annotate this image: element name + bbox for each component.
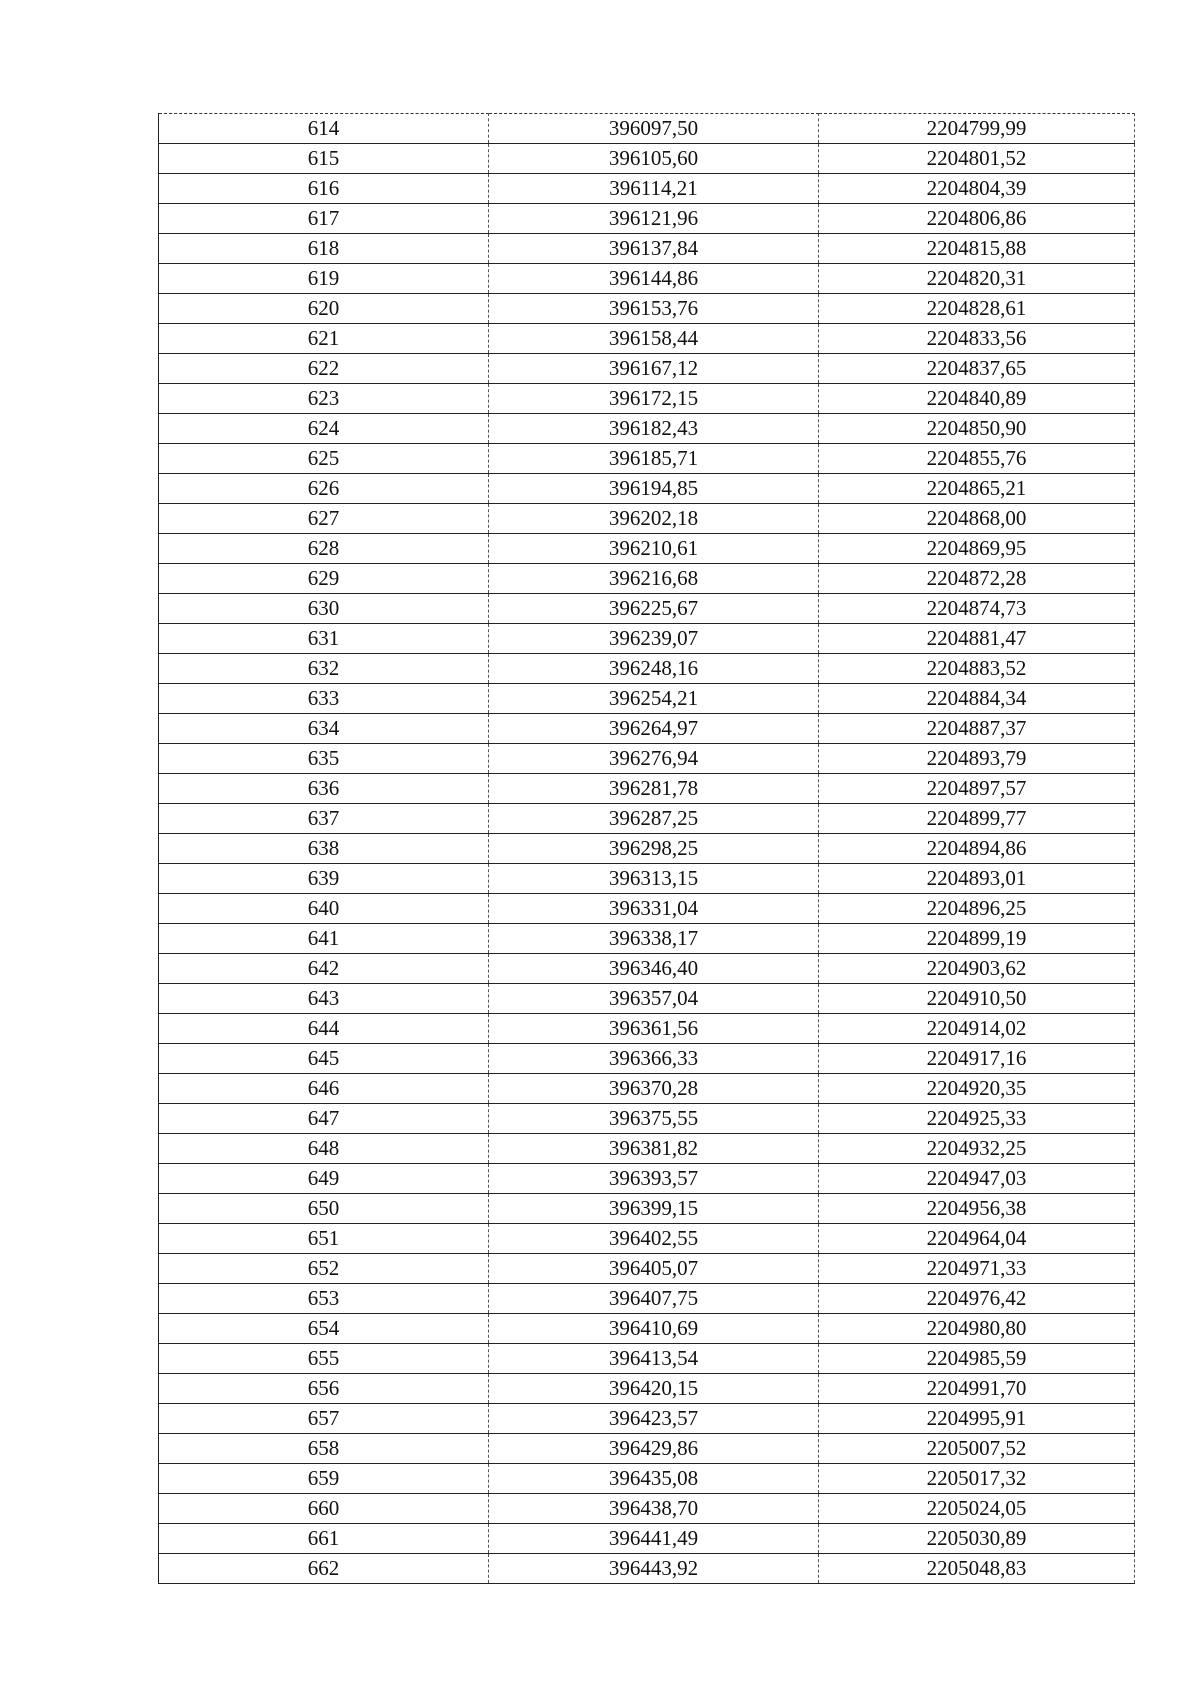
y-coordinate-cell: 2204828,61 [819,294,1135,324]
x-coordinate-cell: 396225,67 [489,594,819,624]
y-coordinate-cell: 2204897,57 [819,774,1135,804]
table-row [159,774,1135,804]
x-coordinate-cell: 396435,08 [489,1464,819,1494]
y-coordinate-cell: 2204971,33 [819,1254,1135,1284]
y-coordinate-cell: 2204887,37 [819,714,1135,744]
table-row [159,894,1135,924]
table-row [159,1164,1135,1194]
y-coordinate-cell: 2204925,33 [819,1104,1135,1134]
y-coordinate-cell: 2204806,86 [819,204,1135,234]
point-number-cell: 643 [159,984,489,1014]
x-coordinate-cell: 396357,04 [489,984,819,1014]
point-number-cell: 617 [159,204,489,234]
point-number-cell: 646 [159,1074,489,1104]
y-coordinate-cell: 2204956,38 [819,1194,1135,1224]
table-row [159,1404,1135,1434]
y-coordinate-cell: 2204995,91 [819,1404,1135,1434]
table-row [159,984,1135,1014]
y-coordinate-cell: 2205007,52 [819,1434,1135,1464]
y-coordinate-cell: 2204801,52 [819,144,1135,174]
table-row [159,1374,1135,1404]
y-coordinate-cell: 2204840,89 [819,384,1135,414]
y-coordinate-cell: 2204865,21 [819,474,1135,504]
point-number-cell: 615 [159,144,489,174]
y-coordinate-cell: 2204868,00 [819,504,1135,534]
x-coordinate-cell: 396407,75 [489,1284,819,1314]
table-row [159,1524,1135,1554]
table-row [159,714,1135,744]
table-row [159,1134,1135,1164]
coordinates-table [158,113,1135,1584]
x-coordinate-cell: 396361,56 [489,1014,819,1044]
table-row [159,294,1135,324]
y-coordinate-cell: 2204932,25 [819,1134,1135,1164]
point-number-cell: 658 [159,1434,489,1464]
y-coordinate-cell: 2204991,70 [819,1374,1135,1404]
point-number-cell: 637 [159,804,489,834]
y-coordinate-cell: 2204869,95 [819,534,1135,564]
table-row [159,264,1135,294]
table-row [159,864,1135,894]
y-coordinate-cell: 2204881,47 [819,624,1135,654]
x-coordinate-cell: 396167,12 [489,354,819,384]
y-coordinate-cell: 2204899,77 [819,804,1135,834]
table-row [159,504,1135,534]
x-coordinate-cell: 396346,40 [489,954,819,984]
y-coordinate-cell: 2204872,28 [819,564,1135,594]
x-coordinate-cell: 396114,21 [489,174,819,204]
point-number-cell: 616 [159,174,489,204]
table-row [159,1074,1135,1104]
x-coordinate-cell: 396185,71 [489,444,819,474]
y-coordinate-cell: 2204833,56 [819,324,1135,354]
x-coordinate-cell: 396438,70 [489,1494,819,1524]
table-row [159,954,1135,984]
y-coordinate-cell: 2204893,01 [819,864,1135,894]
table-row [159,1314,1135,1344]
y-coordinate-cell: 2204855,76 [819,444,1135,474]
point-number-cell: 660 [159,1494,489,1524]
x-coordinate-cell: 396210,61 [489,534,819,564]
table-row [159,174,1135,204]
table-row [159,534,1135,564]
table-row [159,1104,1135,1134]
y-coordinate-cell: 2204837,65 [819,354,1135,384]
point-number-cell: 627 [159,504,489,534]
point-number-cell: 642 [159,954,489,984]
x-coordinate-cell: 396281,78 [489,774,819,804]
x-coordinate-cell: 396443,92 [489,1554,819,1584]
point-number-cell: 624 [159,414,489,444]
y-coordinate-cell: 2204799,99 [819,114,1135,144]
x-coordinate-cell: 396370,28 [489,1074,819,1104]
y-coordinate-cell: 2205030,89 [819,1524,1135,1554]
point-number-cell: 636 [159,774,489,804]
x-coordinate-cell: 396429,86 [489,1434,819,1464]
x-coordinate-cell: 396298,25 [489,834,819,864]
point-number-cell: 623 [159,384,489,414]
table-row [159,744,1135,774]
y-coordinate-cell: 2204896,25 [819,894,1135,924]
x-coordinate-cell: 396375,55 [489,1104,819,1134]
point-number-cell: 630 [159,594,489,624]
x-coordinate-cell: 396276,94 [489,744,819,774]
table-row [159,834,1135,864]
x-coordinate-cell: 396105,60 [489,144,819,174]
x-coordinate-cell: 396248,16 [489,654,819,684]
x-coordinate-cell: 396381,82 [489,1134,819,1164]
point-number-cell: 620 [159,294,489,324]
y-coordinate-cell: 2204976,42 [819,1284,1135,1314]
point-number-cell: 619 [159,264,489,294]
point-number-cell: 661 [159,1524,489,1554]
point-number-cell: 632 [159,654,489,684]
x-coordinate-cell: 396423,57 [489,1404,819,1434]
x-coordinate-cell: 396441,49 [489,1524,819,1554]
y-coordinate-cell: 2204874,73 [819,594,1135,624]
y-coordinate-cell: 2204914,02 [819,1014,1135,1044]
point-number-cell: 626 [159,474,489,504]
point-number-cell: 645 [159,1044,489,1074]
x-coordinate-cell: 396413,54 [489,1344,819,1374]
table-row [159,804,1135,834]
x-coordinate-cell: 396399,15 [489,1194,819,1224]
y-coordinate-cell: 2205048,83 [819,1554,1135,1584]
table-row [159,474,1135,504]
point-number-cell: 638 [159,834,489,864]
x-coordinate-cell: 396254,21 [489,684,819,714]
y-coordinate-cell: 2204899,19 [819,924,1135,954]
table-row [159,354,1135,384]
point-number-cell: 654 [159,1314,489,1344]
y-coordinate-cell: 2204894,86 [819,834,1135,864]
x-coordinate-cell: 396405,07 [489,1254,819,1284]
x-coordinate-cell: 396144,86 [489,264,819,294]
table-row [159,1284,1135,1314]
x-coordinate-cell: 396158,44 [489,324,819,354]
table-row [159,654,1135,684]
y-coordinate-cell: 2205017,32 [819,1464,1135,1494]
y-coordinate-cell: 2204980,80 [819,1314,1135,1344]
x-coordinate-cell: 396182,43 [489,414,819,444]
point-number-cell: 659 [159,1464,489,1494]
table-row [159,684,1135,714]
y-coordinate-cell: 2204985,59 [819,1344,1135,1374]
x-coordinate-cell: 396137,84 [489,234,819,264]
point-number-cell: 641 [159,924,489,954]
point-number-cell: 653 [159,1284,489,1314]
table-row [159,1254,1135,1284]
table-row [159,234,1135,264]
point-number-cell: 629 [159,564,489,594]
x-coordinate-cell: 396194,85 [489,474,819,504]
point-number-cell: 634 [159,714,489,744]
table-row [159,1554,1135,1584]
table-row [159,564,1135,594]
point-number-cell: 662 [159,1554,489,1584]
table-row [159,204,1135,234]
table-row [159,384,1135,414]
y-coordinate-cell: 2204820,31 [819,264,1135,294]
point-number-cell: 647 [159,1104,489,1134]
coordinates-table-body [159,114,1135,1584]
y-coordinate-cell: 2204893,79 [819,744,1135,774]
table-row [159,444,1135,474]
table-row [159,624,1135,654]
point-number-cell: 644 [159,1014,489,1044]
x-coordinate-cell: 396402,55 [489,1224,819,1254]
y-coordinate-cell: 2204920,35 [819,1074,1135,1104]
point-number-cell: 622 [159,354,489,384]
y-coordinate-cell: 2204917,16 [819,1044,1135,1074]
y-coordinate-cell: 2204947,03 [819,1164,1135,1194]
point-number-cell: 621 [159,324,489,354]
table-row [159,1344,1135,1374]
x-coordinate-cell: 396097,50 [489,114,819,144]
y-coordinate-cell: 2204903,62 [819,954,1135,984]
x-coordinate-cell: 396202,18 [489,504,819,534]
x-coordinate-cell: 396410,69 [489,1314,819,1344]
point-number-cell: 631 [159,624,489,654]
x-coordinate-cell: 396313,15 [489,864,819,894]
x-coordinate-cell: 396264,97 [489,714,819,744]
point-number-cell: 651 [159,1224,489,1254]
x-coordinate-cell: 396366,33 [489,1044,819,1074]
x-coordinate-cell: 396216,68 [489,564,819,594]
point-number-cell: 648 [159,1134,489,1164]
table-row [159,1014,1135,1044]
point-number-cell: 656 [159,1374,489,1404]
point-number-cell: 635 [159,744,489,774]
table-row [159,1224,1135,1254]
y-coordinate-cell: 2204883,52 [819,654,1135,684]
table-row [159,114,1135,144]
table-row [159,1464,1135,1494]
point-number-cell: 633 [159,684,489,714]
point-number-cell: 655 [159,1344,489,1374]
point-number-cell: 625 [159,444,489,474]
table-row [159,144,1135,174]
x-coordinate-cell: 396420,15 [489,1374,819,1404]
point-number-cell: 639 [159,864,489,894]
table-row [159,1434,1135,1464]
x-coordinate-cell: 396153,76 [489,294,819,324]
table-row [159,1494,1135,1524]
point-number-cell: 649 [159,1164,489,1194]
y-coordinate-cell: 2205024,05 [819,1494,1135,1524]
y-coordinate-cell: 2204884,34 [819,684,1135,714]
point-number-cell: 628 [159,534,489,564]
y-coordinate-cell: 2204850,90 [819,414,1135,444]
table-row [159,594,1135,624]
table-row [159,1194,1135,1224]
x-coordinate-cell: 396172,15 [489,384,819,414]
x-coordinate-cell: 396121,96 [489,204,819,234]
x-coordinate-cell: 396287,25 [489,804,819,834]
x-coordinate-cell: 396331,04 [489,894,819,924]
table-row [159,324,1135,354]
y-coordinate-cell: 2204964,04 [819,1224,1135,1254]
point-number-cell: 657 [159,1404,489,1434]
table-row [159,924,1135,954]
point-number-cell: 650 [159,1194,489,1224]
y-coordinate-cell: 2204804,39 [819,174,1135,204]
x-coordinate-cell: 396239,07 [489,624,819,654]
point-number-cell: 652 [159,1254,489,1284]
point-number-cell: 614 [159,114,489,144]
point-number-cell: 618 [159,234,489,264]
point-number-cell: 640 [159,894,489,924]
x-coordinate-cell: 396338,17 [489,924,819,954]
x-coordinate-cell: 396393,57 [489,1164,819,1194]
y-coordinate-cell: 2204910,50 [819,984,1135,1014]
table-row [159,414,1135,444]
y-coordinate-cell: 2204815,88 [819,234,1135,264]
table-row [159,1044,1135,1074]
